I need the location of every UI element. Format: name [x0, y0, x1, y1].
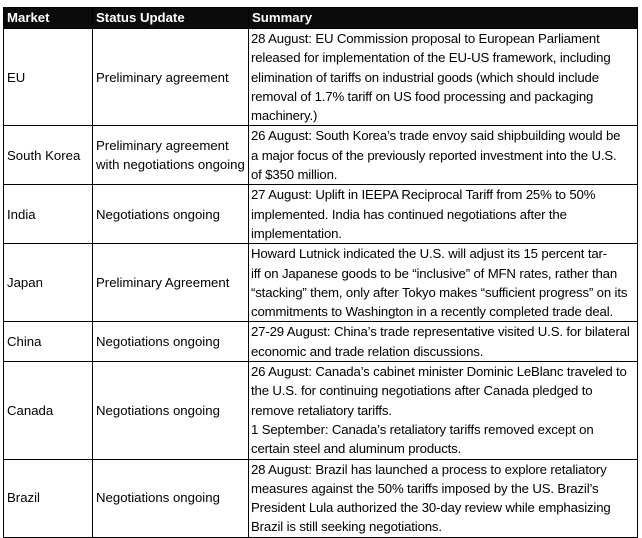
table-row: [4, 459, 638, 537]
summary-cell: [249, 362, 638, 459]
summary-cell: [249, 185, 638, 244]
table-container: [3, 7, 638, 538]
status-line: Preliminary agreement: [96, 69, 229, 85]
market-cell: EU: [4, 29, 93, 126]
status-cell: [93, 322, 249, 362]
column-header-status: Status Update: [93, 8, 249, 29]
summary-line: of $350 million.: [251, 167, 338, 183]
summary-line: 28 August: EU Commission proposal to European Parliament: [251, 31, 600, 46]
summary-line: remove retaliatory tariffs.: [251, 402, 392, 418]
status-cell: [93, 126, 249, 185]
summary-line: implemented. India has continued negotiations after the: [251, 206, 567, 222]
summary-cell: [249, 126, 638, 185]
market-cell: China: [4, 322, 93, 362]
status-line: Negotiations ongoing: [96, 334, 220, 350]
summary-line: removal of 1.7% tariff on US food processing and packaging: [251, 88, 594, 104]
summary-cell: [249, 459, 638, 537]
table-row: [4, 322, 638, 362]
table-row: [4, 126, 638, 185]
column-header-market: Market: [4, 8, 93, 29]
status-line: Negotiations ongoing: [96, 206, 220, 222]
status-cell: [93, 185, 249, 244]
table-row: [4, 244, 638, 322]
summary-line: a major focus of the previously reported investment into the U.S.: [251, 147, 617, 163]
summary-cell: [249, 29, 638, 126]
status-line: Negotiations ongoing: [96, 490, 220, 506]
summary-line: 27 August: Uplift in IEEPA Reciprocal Tariff from 25% to 50%: [251, 187, 596, 203]
market-cell: South Korea: [4, 126, 93, 185]
summary-line: Howard Lutnick indicated the U.S. will adjust its 15 percent tar-: [251, 246, 608, 262]
summary-cell: [249, 322, 638, 362]
status-cell: [93, 362, 249, 459]
status-line: Negotiations ongoing: [96, 402, 220, 418]
summary-line: “stacking” them, only after Tokyo makes “sufficient progress” on its: [251, 284, 628, 300]
status-cell: [93, 29, 249, 126]
market-cell: India: [4, 185, 93, 244]
summary-line: measures against the 50% tariffs imposed by the US. Brazil’s: [251, 480, 599, 496]
header-row: [4, 8, 638, 29]
column-header-summary: Summary: [249, 8, 638, 29]
summary-line: 1 September: Canada’s retaliatory tariffs removed except on: [251, 421, 594, 437]
status-line: Preliminary agreement: [96, 138, 229, 154]
status-line: Preliminary Agreement: [96, 275, 230, 291]
summary-line: certain steel and aluminum products.: [251, 441, 462, 457]
summary-line: the U.S. for continuing negotiations after Canada pledged to: [251, 383, 593, 399]
summary-line: machinery.): [251, 108, 318, 124]
status-cell: [93, 244, 249, 322]
trade-status-table: [3, 7, 638, 538]
summary-cell: [249, 244, 638, 322]
summary-line: economic and trade relation discussions.: [251, 343, 484, 359]
summary-line: 26 August: Canada’s cabinet minister Dominic LeBlanc traveled to: [251, 364, 627, 380]
table-body: [4, 29, 638, 538]
summary-line: iff on Japanese goods to be “inclusive” of MFN rates, rather than: [251, 265, 618, 281]
summary-line: elimination of tariffs on industrial goods (which should include: [251, 69, 599, 85]
summary-line: commitments to Washington in a recently completed trade deal.: [251, 304, 613, 320]
summary-line: 27-29 August: China’s trade representative visited U.S. for bilateral: [251, 324, 630, 340]
status-cell: [93, 459, 249, 537]
market-cell: Canada: [4, 362, 93, 459]
summary-line: 26 August: South Korea’s trade envoy said shipbuilding would be: [251, 128, 621, 144]
summary-line: 28 August: Brazil has launched a process to explore retaliatory: [251, 461, 607, 477]
summary-line: Brazil is still seeking negotiations.: [251, 519, 442, 535]
market-cell: Japan: [4, 244, 93, 322]
summary-line: President Lula authorized the 30-day review while emphasizing: [251, 500, 611, 516]
table-row: [4, 362, 638, 459]
summary-line: released for implementation of the EU-US framework, including: [251, 50, 611, 66]
status-line: with negotiations ongoing: [96, 157, 245, 173]
table-row: [4, 29, 638, 126]
table-row: [4, 185, 638, 244]
summary-line: implementation.: [251, 225, 342, 241]
market-cell: Brazil: [4, 459, 93, 537]
